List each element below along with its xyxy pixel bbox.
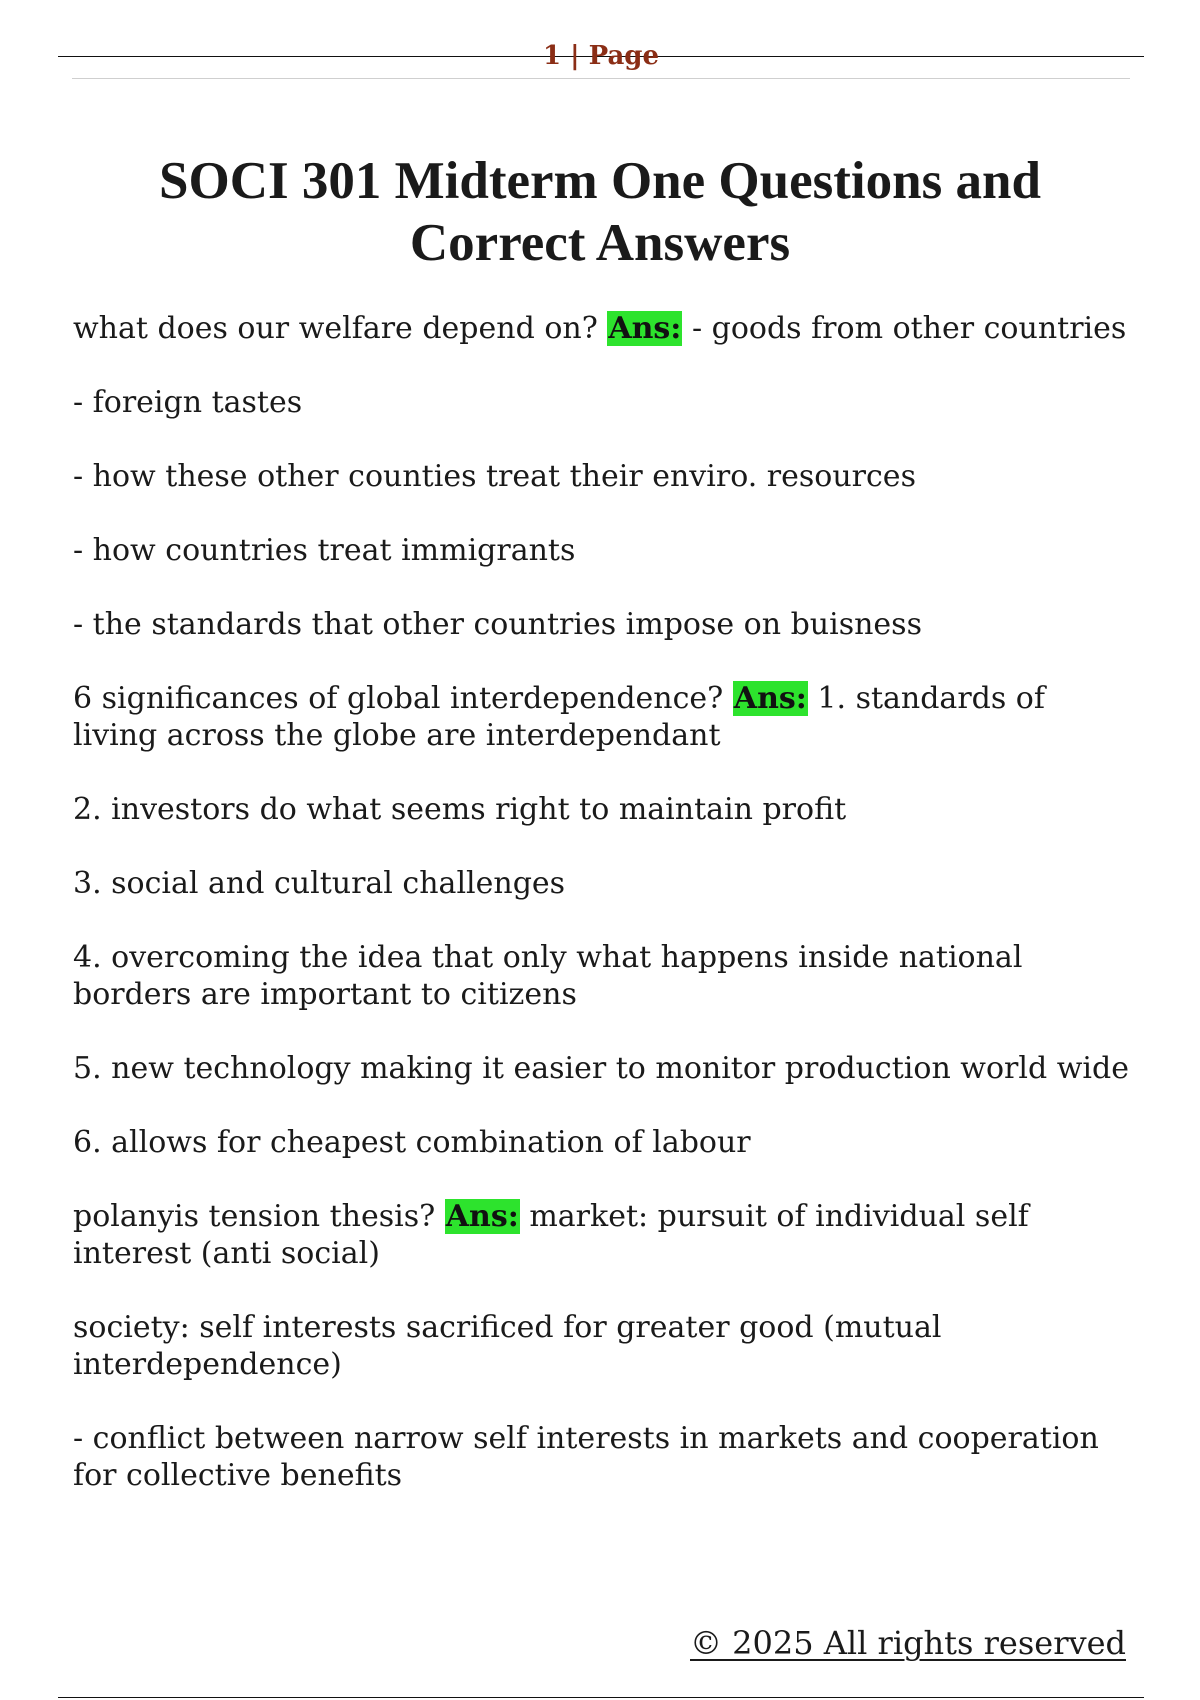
answer-line: 5. new technology making it easier to monitor production world wide [73, 1051, 1129, 1086]
question-text: 6 significances of global interdependence? [73, 681, 724, 716]
header-rule-thin [72, 78, 1130, 79]
answer-line: - conflict between narrow self interests in markets and cooperation for collective benefits [73, 1421, 1099, 1493]
answer-line: - foreign tastes [73, 385, 303, 420]
question-text: what does our welfare depend on? [73, 311, 598, 346]
answer-line: 1. standards of living across the globe are interdependant [73, 681, 1045, 753]
ans-label: Ans: [733, 681, 807, 716]
answer-line: society: self interests sacrificed for greater good (mutual interdependence) [73, 1310, 942, 1382]
answer-line: - the standards that other countries impose on buisness [73, 607, 922, 642]
answer-line: - how countries treat immigrants [73, 533, 576, 568]
question-text: polanyis tension thesis? [73, 1199, 436, 1234]
answer-line: 6. allows for cheapest combination of labour [73, 1125, 751, 1160]
document-title: SOCI 301 Midterm One Questions and Correct Answers [159, 152, 1041, 272]
answer-line: market: pursuit of individual self interest (anti social) [73, 1199, 1029, 1271]
answer-line: 4. overcoming the idea that only what happens inside national borders are important to citizens [73, 940, 1023, 1012]
ans-label: Ans: [608, 311, 682, 346]
answer-line: 3. social and cultural challenges [73, 866, 566, 901]
answer-line: - how these other counties treat their enviro. resources [73, 459, 916, 494]
qa-item-2 [73, 680, 1133, 754]
footer-rule [58, 1697, 1144, 1698]
qa-content [73, 310, 1133, 1531]
qa-item-3 [73, 1198, 1133, 1272]
copyright-footer: © 2025 All rights reserved [690, 1624, 1126, 1662]
page-header [58, 38, 1144, 78]
page-number: 1 | Page [542, 41, 660, 71]
qa-item-1 [73, 310, 1133, 347]
answer-line: 2. investors do what seems right to maintain profit [73, 792, 847, 827]
ans-label: Ans: [445, 1199, 519, 1234]
answer-line: - goods from other countries [691, 311, 1127, 346]
